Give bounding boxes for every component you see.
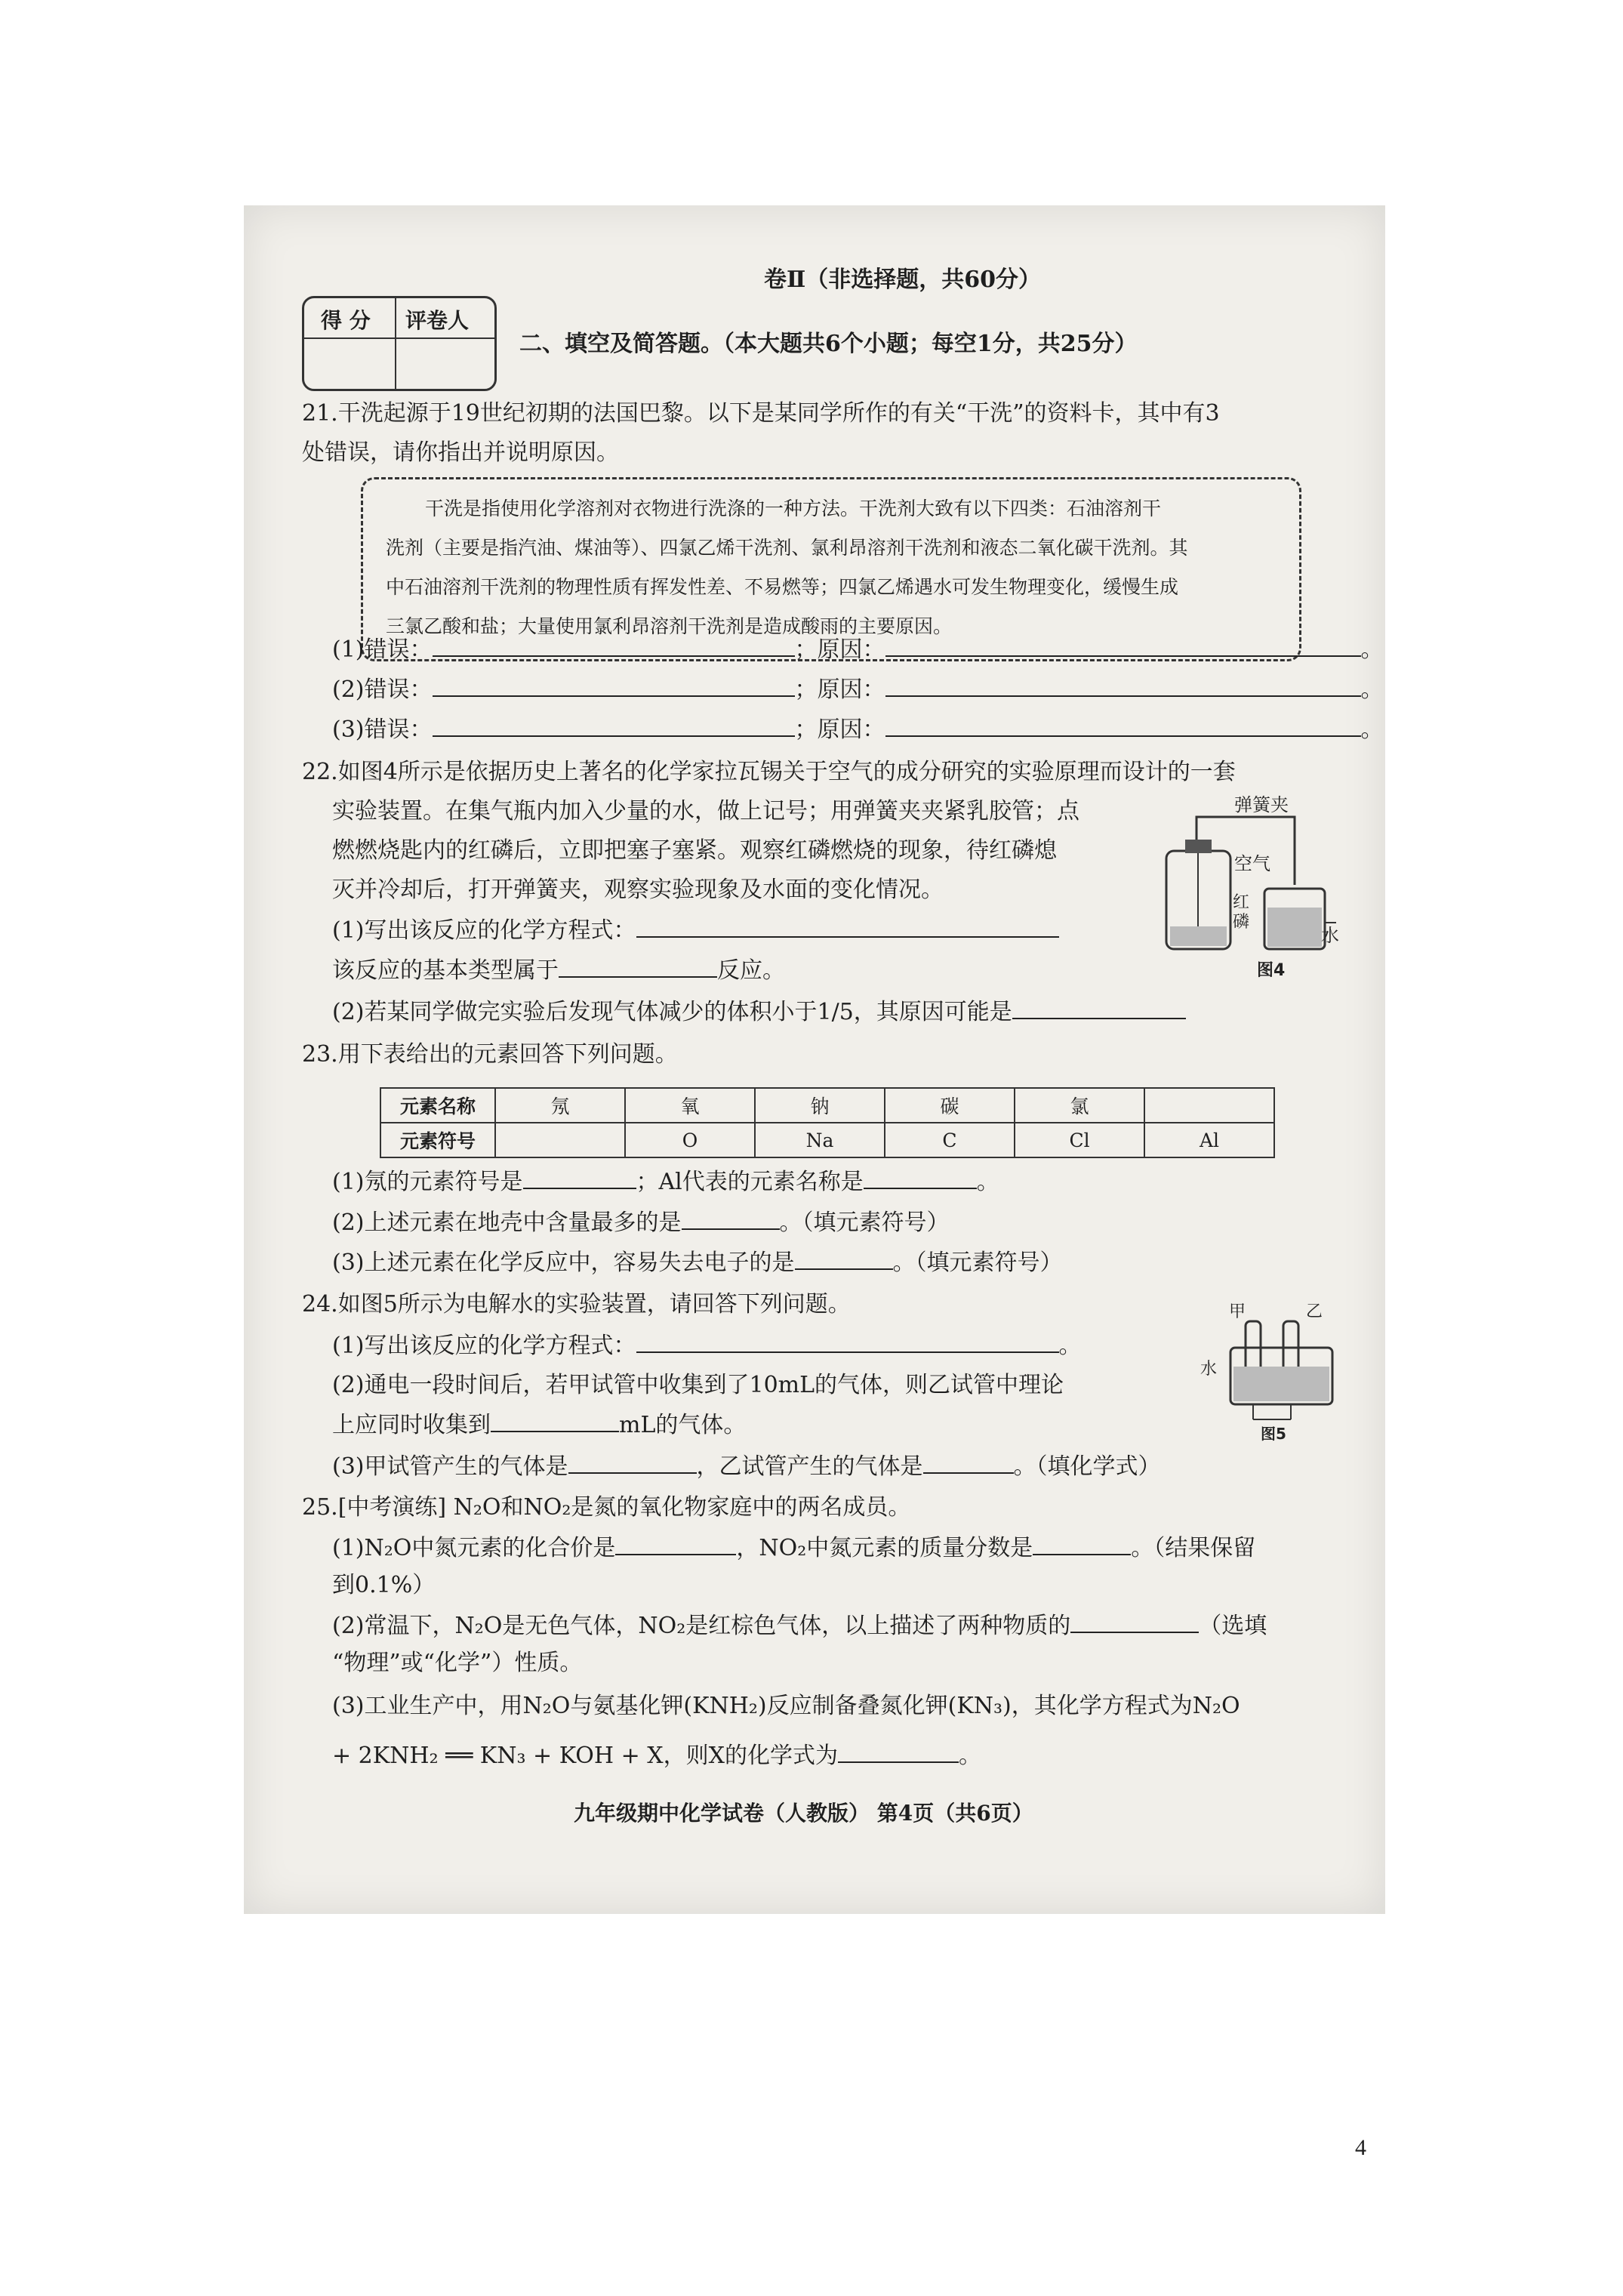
fig5-water-label: 水	[1200, 1360, 1218, 1379]
q25-sub-3b: + 2KNH₂ ══ KN₃ + KOH + X，则X的化学式为 。	[332, 1740, 981, 1771]
q24-sub-3: (3)甲试管产生的气体是 ，乙试管产生的气体是 。（填化学式）	[332, 1451, 1161, 1482]
fig4-phos-label: 红	[1233, 893, 1250, 912]
card-line: 三氯乙酸和盐；大量使用氯利昂溶剂干洗剂是造成酸雨的主要原因。	[386, 615, 953, 637]
answer-blank[interactable]	[795, 1247, 893, 1270]
q25-text: 25.[中考演练] N₂O和NO₂是氮的氧化物家庭中的两名成员。	[302, 1494, 911, 1521]
answer-blank[interactable]	[433, 714, 795, 737]
answer-blank[interactable]	[885, 714, 1361, 737]
q23-text: 23.用下表给出的元素回答下列问题。	[302, 1041, 678, 1068]
answer-row-2: (2)错误： ；原因： 。	[332, 674, 1384, 705]
q22-text-3: 燃燃烧匙内的红磷后，立即把塞子塞紧。观察红磷燃烧的现象，待红磷熄	[332, 837, 1057, 864]
figure-5-electrolysis	[1200, 1299, 1351, 1442]
answer-blank[interactable]	[568, 1451, 697, 1474]
answer-blank[interactable]	[433, 634, 795, 657]
q24-sub-2: (2)通电一段时间后，若甲试管中收集到了10mL的气体，则乙试管中理论	[332, 1372, 1064, 1398]
q22-sub-1: (1)写出该反应的化学方程式：	[332, 915, 1059, 946]
table-cell: 氧	[625, 1088, 755, 1123]
answer-blank[interactable]	[923, 1451, 1014, 1474]
fig5-tube-b-label: 乙	[1306, 1302, 1323, 1321]
card-line: 洗剂（主要是指汽油、煤油等）、四氯乙烯干洗剂、氯利昂溶剂干洗剂和液态二氧化碳干洗剂。其	[386, 537, 1188, 559]
fig5-tube-a-label: 甲	[1229, 1302, 1246, 1321]
q25-sub-1: (1)N₂O中氮元素的化合价是 ，NO₂中氮元素的质量分数是 。（结果保留	[332, 1533, 1255, 1564]
q23-sub-3: (3)上述元素在化学反应中，容易失去电子的是 。（填元素符号）	[332, 1247, 1063, 1278]
answer-blank[interactable]	[838, 1740, 959, 1763]
card-line: 中石油溶剂干洗剂的物理性质有挥发性差、不易燃等；四氯乙烯遇水可发生物理变化，缓慢生成	[386, 576, 1179, 598]
fig5-caption: 图5	[1261, 1425, 1286, 1442]
q23-sub-1: (1)氖的元素符号是 ；Al代表的元素名称是 。	[332, 1166, 999, 1197]
q24-text: 24.如图5所示为电解水的实验装置，请回答下列问题。	[302, 1291, 851, 1318]
answer-blank[interactable]	[864, 1166, 977, 1189]
table-cell: Cl	[1015, 1123, 1144, 1157]
fig4-phos-label: 磷	[1233, 913, 1250, 932]
q21-text-1: 21.干洗起源于19世纪初期的法国巴黎。以下是某同学所作的有关“干洗”的资料卡，其中有3	[302, 400, 1220, 427]
page-number: 4	[1355, 2135, 1366, 2160]
table-cell: 碳	[885, 1088, 1015, 1123]
answer-blank[interactable]	[1012, 997, 1186, 1019]
table-cell: O	[625, 1123, 755, 1157]
answer-blank[interactable]	[682, 1207, 780, 1230]
part-title: 二、填空及简答题。（本大题共6个小题；每空1分，共25分）	[519, 331, 1138, 357]
table-cell: 氯	[1015, 1088, 1144, 1123]
figure-4-apparatus	[1144, 794, 1340, 983]
answer-blank[interactable]	[885, 634, 1361, 657]
answer-row-3: (3)错误： ；原因： 。	[332, 714, 1384, 745]
answer-blank[interactable]	[615, 1533, 736, 1555]
table-cell: 元素符号	[380, 1123, 495, 1157]
score-label: 得 分	[321, 308, 371, 333]
q25-sub-1b: 到0.1%）	[332, 1572, 436, 1598]
answer-blank[interactable]	[636, 915, 1059, 938]
q22-text-1: 22.如图4所示是依据历史上著名的化学家拉瓦锡关于空气的成分研究的实验原理而设计的一套	[302, 759, 1236, 785]
q25-sub-2b: “物理”或“化学”）性质。	[332, 1650, 583, 1676]
fig4-clip-label: 弹簧夹	[1234, 794, 1289, 815]
answer-blank[interactable]	[491, 1410, 619, 1432]
score-box	[302, 296, 497, 391]
q22-text-2: 实验装置。在集气瓶内加入少量的水，做上记号；用弹簧夹夹紧乳胶管；点	[332, 798, 1079, 824]
table-cell: Na	[755, 1123, 885, 1157]
fig4-caption: 图4	[1257, 961, 1286, 980]
table-cell: 元素名称	[380, 1088, 495, 1123]
answer-blank[interactable]	[433, 674, 795, 697]
table-cell: 钠	[755, 1088, 885, 1123]
answer-blank[interactable]	[523, 1166, 636, 1189]
table-cell: 氖	[495, 1088, 625, 1123]
answer-row-1: (1)错误： ；原因： 。	[332, 634, 1384, 665]
answer-blank[interactable]	[1070, 1610, 1199, 1633]
element-table	[380, 1087, 1275, 1158]
grader-label: 评卷人	[405, 308, 470, 333]
q23-sub-2: (2)上述元素在地壳中含量最多的是 。（填元素符号）	[332, 1207, 950, 1238]
q22-sub-2: (2)若某同学做完实验后发现气体减少的体积小于1/5，其原因可能是	[332, 997, 1186, 1028]
table-cell	[495, 1123, 625, 1157]
q22-text-4: 灭并冷却后，打开弹簧夹，观察实验现象及水面的变化情况。	[332, 877, 944, 903]
q25-sub-2: (2)常温下，N₂O是无色气体，NO₂是红棕色气体，以上描述了两种物质的 （选填	[332, 1610, 1267, 1641]
answer-blank[interactable]	[636, 1330, 1059, 1353]
table-cell	[1144, 1088, 1274, 1123]
answer-blank[interactable]	[559, 955, 717, 978]
page-footer: 九年级期中化学试卷（人教版） 第4页（共6页）	[574, 1801, 1033, 1826]
fig4-air-label: 空气	[1234, 853, 1270, 874]
section-header: 卷Ⅱ（非选择题，共60分）	[764, 267, 1042, 293]
q21-text-2: 处错误，请你指出并说明原因。	[302, 439, 619, 466]
q22-sub-1b: 该反应的基本类型属于 反应。	[332, 955, 785, 986]
table-cell: C	[885, 1123, 1015, 1157]
q24-sub-1: (1)写出该反应的化学方程式： 。	[332, 1330, 1082, 1361]
fig4-water-label: 水	[1321, 925, 1339, 946]
q25-sub-3: (3)工业生产中，用N₂O与氨基化钾(KNH₂)反应制备叠氮化钾(KN₃)，其化学方程式为N₂O	[332, 1693, 1240, 1719]
answer-blank[interactable]	[885, 674, 1361, 697]
card-line: 干洗是指使用化学溶剂对衣物进行洗涤的一种方法。干洗剂大致有以下四类：石油溶剂干	[425, 498, 1162, 519]
q24-sub-2b: 上应同时收集到 mL的气体。	[332, 1410, 746, 1441]
table-cell: Al	[1144, 1123, 1274, 1157]
answer-blank[interactable]	[1033, 1533, 1131, 1555]
